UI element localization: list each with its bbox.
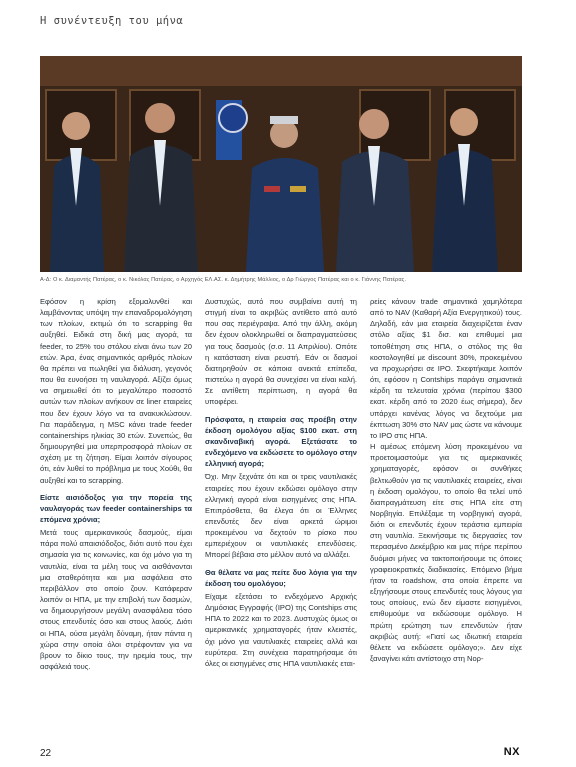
question-heading: Θα θέλατε να μας πείτε δυο λόγια για την έκδοση του ομολόγου; <box>205 567 357 588</box>
paragraph: Είχαμε εξετάσει το ενδεχόμενο Αρχικής Δημόσιας Εγγραφής (IPO) της Contships στις ΗΠΑ το 2022 και το 2023. Δυστυχώς όμως οι αμερικανικές χρηματαγορές ήταν κλειστές, όχι μόνο για ναυτιλιακές εταιρείες αλλά και ευρύτερα. Στη συνέχεια παρατηρήσαμε ότι όλες οι εισηγμένες στις ΗΠΑ ναυτιλιακές εται- <box>205 591 357 668</box>
photo-caption: Α-Δ: Ο κ. Διαμαντής Πατέρας, ο κ. Νικόλας Πατέρας, ο Αρχηγός ΕΛ.ΑΣ. κ. Δημήτρης Μάλλιος, ο Δρ Γιώργος Πατέρας και ο κ. Γιάννης Πατέρας. <box>40 277 407 283</box>
question-heading: Είστε αισιόδοξος για την πορεία της ναυλαγοράς των feeder containerships τα επόμενα χρόνια; <box>40 492 192 524</box>
group-photo <box>40 56 522 272</box>
brand-logo: NX <box>503 746 520 758</box>
article-column-1 <box>40 296 192 672</box>
section-title: Η συνέντευξη του μήνα <box>40 15 184 27</box>
paragraph: ρείες κάνουν trade σημαντικά χαμηλότερα από το NAV (Καθαρή Αξία Ενεργητικού) τους. Δηλαδή, εάν μια εταιρεία διαχειρίζεται έναν στόλο αξίας $1 δισ. και επιθυμεί μια τοποθέτηση στις ΗΠΑ, ο στόλος της θα κοστολογηθεί με discount 30%, προκειμένου να προχωρήσει σε IPO. Σκεφτήκαμε λοιπόν ότι, εφόσον η Contships παράγει σημαντικά κέρδη τα τελευταία χρόνια (περίπου $300 εκατ. κέρδη από το 2020 έως σήμερα), δεν υπάρχει κανένας λόγος να δεχτούμε μια έκπτωση 30% στο NAV μας ώστε να κάνουμε το IPO στις ΗΠΑ. <box>370 297 522 440</box>
paragraph: Δυστυχώς, αυτό που συμβαίνει αυτή τη στιγμή είναι το ακριβώς αντίθετο από αυτό που σας περιέγραψα. Από την άλλη, ακόμη δεν έχουν ολοκληρωθεί οι διαπραγματεύσεις για τους δασμούς (σ.σ. 11 Απριλίου). Οπότε η κατάσταση είναι ρευστή. Εάν οι δασμοί διατηρηθούν σε κάποια ανεκτά επίπεδα, πιστεύω η αγορά θα συνεχίσει να είναι καλή. Σε αντίθετη περίπτωση, η αγορά θα υποφέρει. <box>205 297 357 407</box>
question-heading: Πρόσφατα, η εταιρεία σας προέβη στην έκδοση ομολόγου αξίας $100 εκατ. στη σκανδιναβική αγορά. Εξετάσατε το ενδεχόμενο να εκδώσετε το ομόλογο στην ελληνική αγορά; <box>205 414 357 469</box>
paragraph: Όχι. Μην ξεχνάτε ότι και οι τρεις ναυτιλιακές εταιρείες που έχουν εκδώσει ομόλογο στην ελληνική αγορά είναι εισηγμένες στις ΗΠΑ. Επιπρόσθετα, θα έλεγα ότι οι Έλληνες επενδυτές δεν είναι αρκετά ώριμοι προκειμένου να δεχτούν το ρίσκο που εμπεριέχουν οι ναυτιλιακές επενδύσεις. Μπορεί βέβαια στο μέλλον αυτό να αλλάξει. <box>205 472 357 560</box>
paragraph: Εφόσον η κρίση εξομαλυνθεί και λαμβάνοντας υπόψη την επαναδρομολόγηση των πλοίων, εκτιμώ ότι το scrapping θα αυξηθεί. Ειδικά στη δική μας αγορά, τα feeder, το 25% του στόλου είναι άνω των 20 ετών. Άρα, ένας σημαντικός αριθμός πλοίων θα πρέπει να πωληθεί για διάλυση, γεγονός που θα ευνοήσει τη ναυλαγορά. Αξίζει όμως να σημειωθεί ότι το μεγαλύτερο ποσοστό αυτών των πλοίων ανήκουν σε liner εταιρείες που δεν έχουν λόγο να τα ανακυκλώσουν. Για παράδειγμα, η MSC κάνει trade feeder containerships ηλικίας 30 ετών. Συνεπώς, θα δημιουργηθεί μια υπερπροσφορά πλοίων σε σχέση με τη ζήτηση. Είμαι λοιπόν σίγουρος ότι, εάν λυθεί το πρόβλημα με τους Χούθι, θα αυξηθεί και το scrapping. <box>40 297 192 485</box>
paragraph: Η αμέσως επόμενη λύση προκειμένου να προετοιμαστούμε για τις αμερικανικές χρηματαγορές, εφόσον οι συνθήκες βελτιωθούν για τις ναυτιλιακές εταιρείες, είναι η έκδοση ομολόγου, το οποίο θα τελεί υπό διαπραγμάτευση είτε στις ΗΠΑ είτε στη Νορβηγία. Επιλέξαμε τη νορβηγική αγορά, διότι οι επενδυτές έχουν τεράστια εμπειρία στη ναυτιλία. Ξεκινήσαμε τις διεργασίες τον περασμένο Δεκέμβριο και μας πήρε περίπου δυόμισι μήνες να τακτοποιήσουμε τις όποιες γραφειοκρατικές διαδικασίες. Επόμενο βήμα ήταν τα roadshow, στα οποία έπρεπε να εξηγήσουμε στους επενδυτές τους λόγους για τους οποίους, ενώ δεν είμαστε εισηγμένοι, επιθυμούμε να εκδώσουμε ομόλογο. Η πρώτη ερώτηση των επενδυτών ήταν ακριβώς αυτή: «Γιατί ως ιδιωτική εταιρεία θέλετε να εκδώσετε ομόλογο;». Δεν είχε ξαναγίνει κάτι αντίστοιχο στη Νορ- <box>370 442 522 663</box>
paragraph: Μετά τους αμερικανικούς δασμούς, είμαι πάρα πολύ απαισιόδοξος, διότι αυτό που έχει σημασία για τις κοινωνίες, και όχι μόνο για τη ναυτιλία, είναι τα μέλη τους να αισθάνονται μια σταθερότητα και μια ασφάλεια στο περιβάλλον στο οποίο ζουν. Κατάφεραν λοιπόν οι ΗΠΑ, με την επιβολή των δασμών, να δημιουργήσουν μεγάλη ανασφάλεια τόσο στους επενδυτές όσο και στους λαούς. Διότι οι ΗΠΑ, ούσα μεγάλη δύναμη, ήταν πάντα η χώρα στην οποία όλοι στρέφονταν για να βρουν το δίκιο τους, την ηρεμία τους, την ασφάλειά τους. <box>40 528 192 671</box>
page-number: 22 <box>40 748 52 759</box>
article-column-2 <box>205 296 357 669</box>
article-column-3 <box>370 296 522 664</box>
